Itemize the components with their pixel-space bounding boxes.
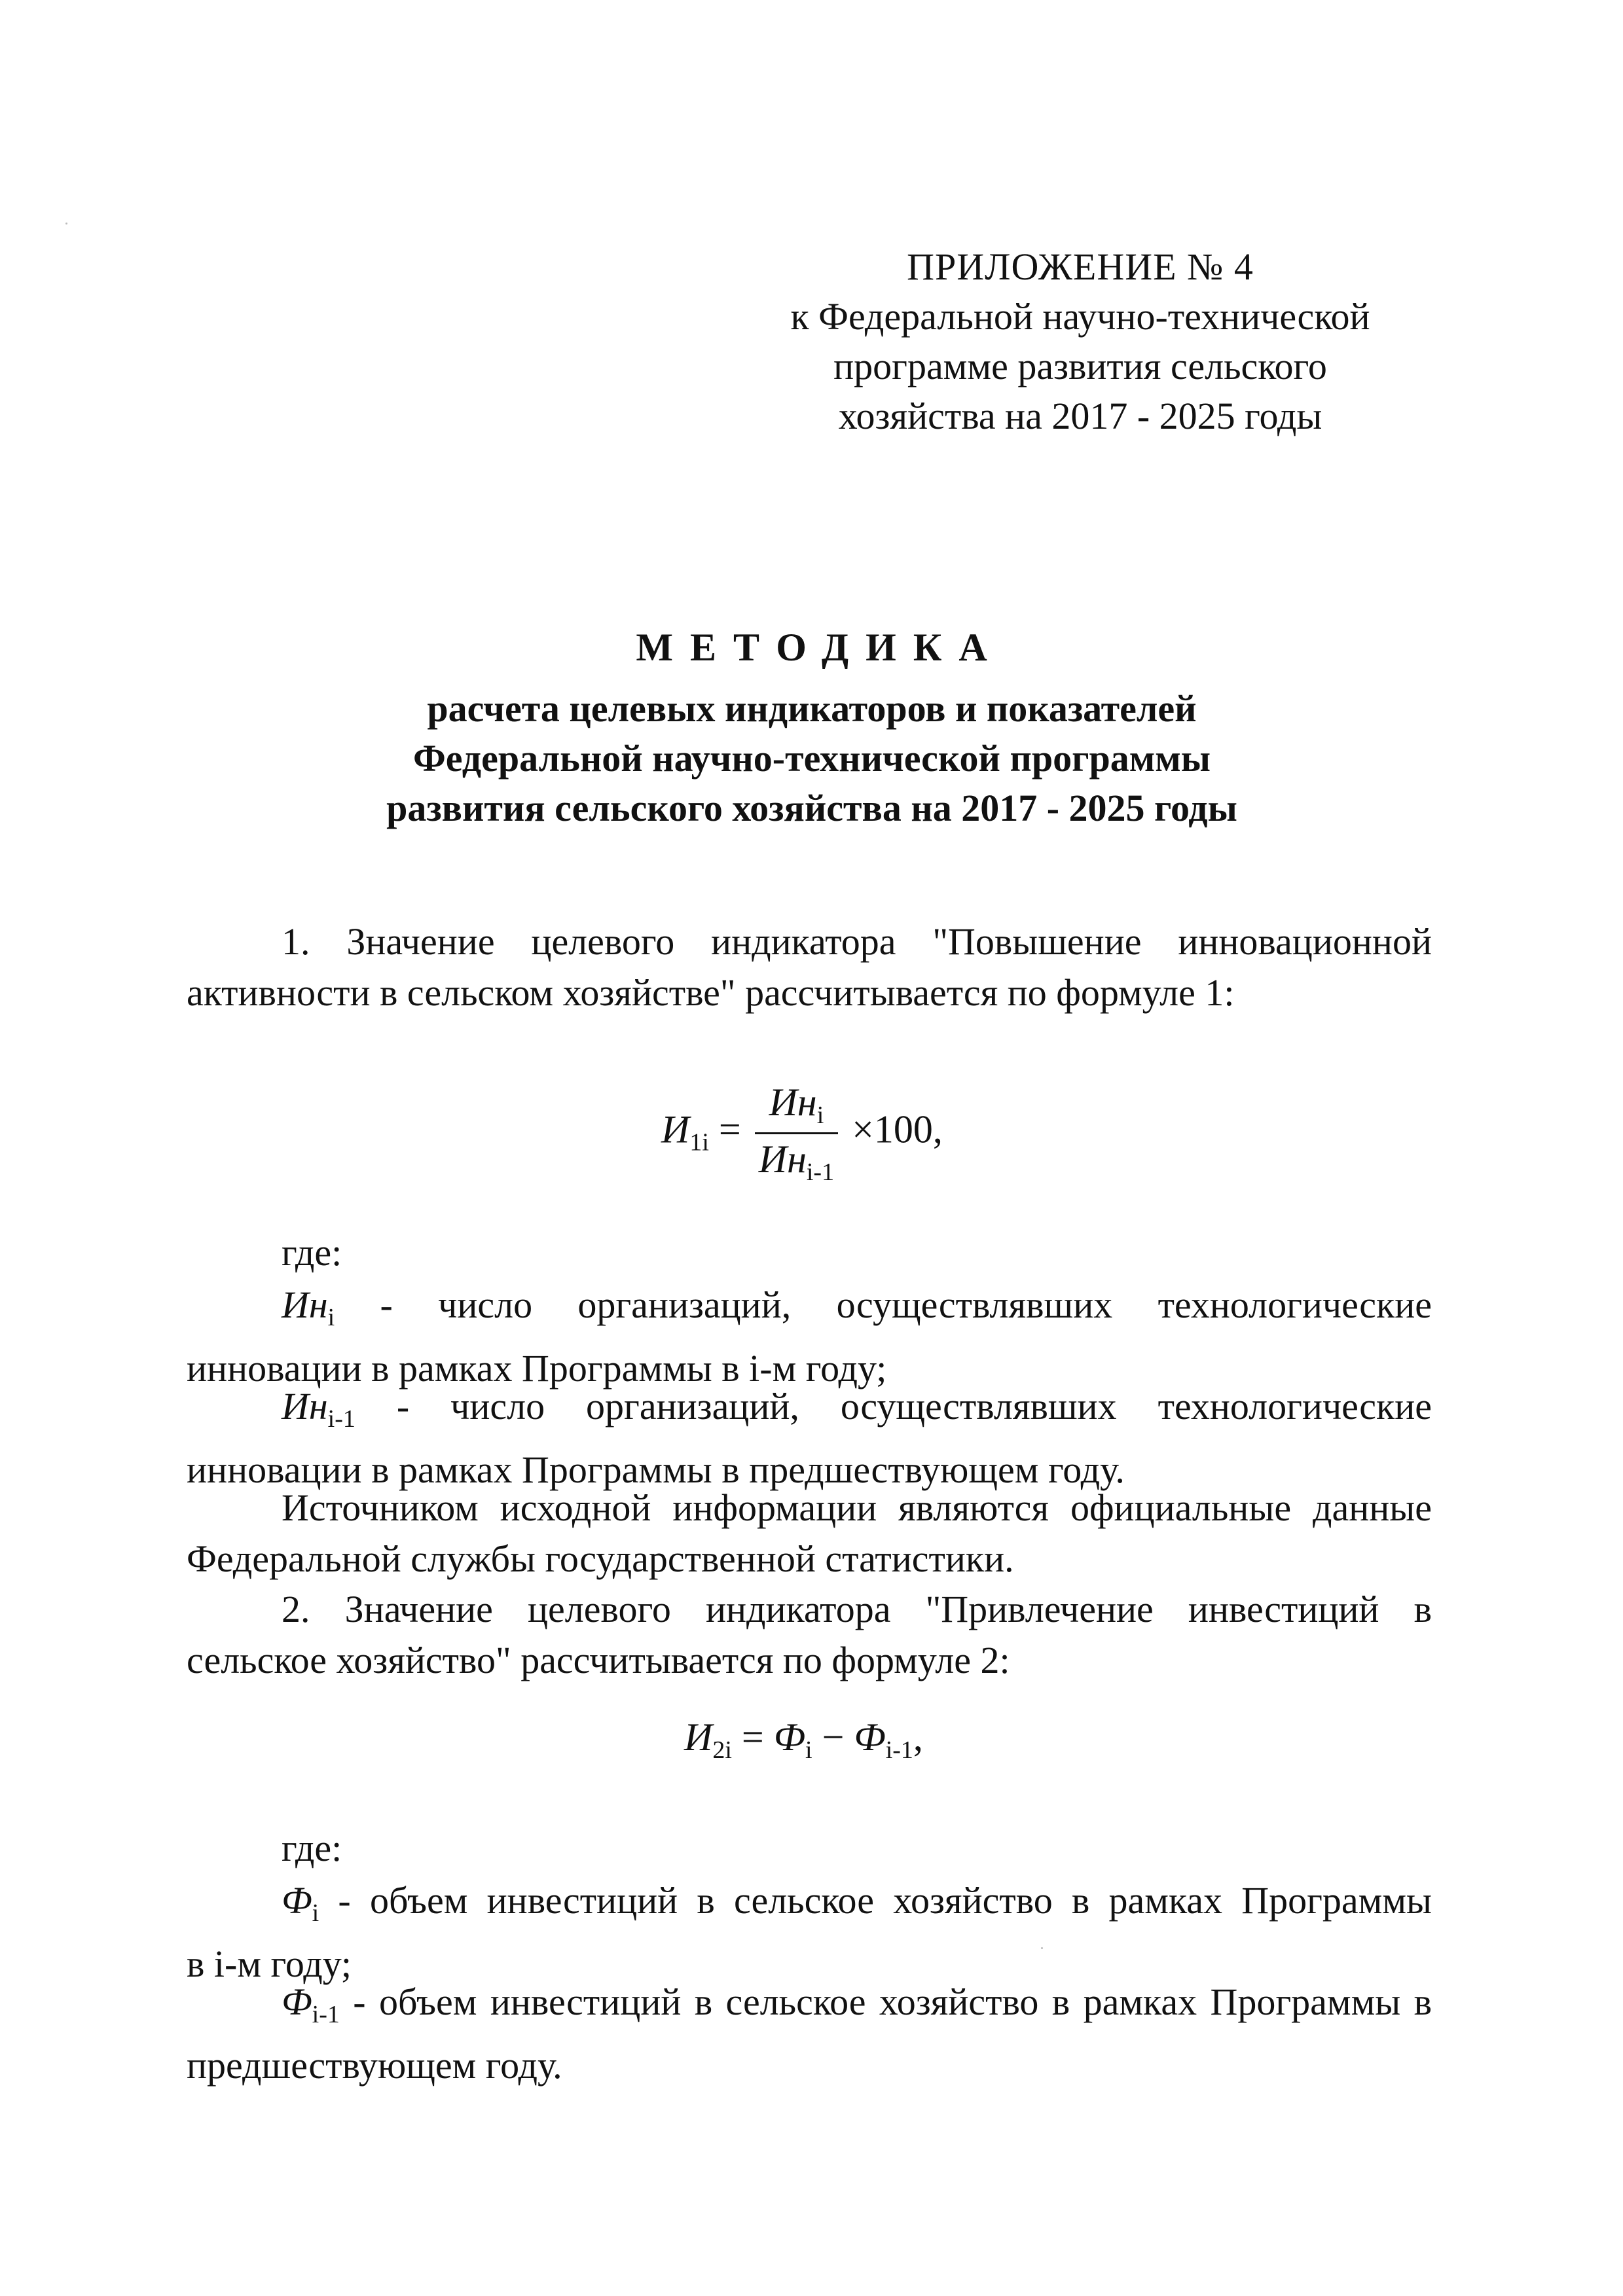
formula-1-tail: ×100, xyxy=(852,1107,943,1151)
section1-intro-line-1: 1. Значение целевого индикатора "Повышение инновационной xyxy=(282,920,1432,963)
subtitle-line-1: расчета целевых индикаторов и показателей xyxy=(427,687,1197,730)
section2-def-2-line-2: предшествующем году. xyxy=(187,2044,562,2087)
def-1-sub: i xyxy=(327,1304,335,1331)
formula-1-lhs-sub: 1i xyxy=(689,1128,709,1157)
def-1-symbol: Ин xyxy=(282,1283,328,1326)
def-4-symbol: Ф xyxy=(282,1981,312,2023)
section1-def-2 xyxy=(187,1381,1432,1496)
formula-2-term-1: Ф xyxy=(773,1715,806,1759)
appendix-line-2: к Федеральной научно-технической xyxy=(790,295,1370,338)
document-title: МЕТОДИКА xyxy=(636,626,1004,669)
section1-source-line-2: Федеральной службы государственной статистики. xyxy=(187,1537,1014,1580)
section1-source-line-1: Источником исходной информации являются официальные данные xyxy=(282,1486,1432,1529)
formula-1-lhs: И xyxy=(661,1107,690,1151)
section1-source xyxy=(187,1482,1432,1585)
formula-1 xyxy=(661,1080,943,1187)
section1-def-1-line-1 xyxy=(187,1280,1432,1343)
scan-speck xyxy=(65,223,67,224)
section1-def-1-line-2: инновации в рамках Программы в i-м году; xyxy=(187,1347,887,1390)
formula-1-num-sub: i xyxy=(816,1102,824,1129)
appendix-line-3: программе развития сельского xyxy=(833,345,1327,387)
section1-where: где: xyxy=(282,1231,342,1274)
def-1-text: - число организаций, осуществлявших технологические xyxy=(380,1283,1432,1326)
section1-def-2-line-2: инновации в рамках Программы в предшествующем году. xyxy=(187,1448,1125,1491)
def-3-text: - объем инвестиций в сельское хозяйство в рамках Программы xyxy=(338,1879,1432,1922)
section2-def-2-line-1 xyxy=(187,1977,1432,2040)
section1-intro xyxy=(187,916,1432,1018)
appendix-header xyxy=(786,242,1375,441)
formula-2-minus: − xyxy=(822,1715,845,1759)
section2-where: где: xyxy=(282,1827,342,1869)
formula-2-lhs: И xyxy=(684,1715,713,1759)
formula-2-tail: , xyxy=(913,1715,923,1759)
section1-def-1 xyxy=(187,1280,1432,1394)
section1-intro-line-2: активности в сельском хозяйстве" рассчитывается по формуле 1: xyxy=(187,971,1235,1014)
def-3-symbol: Ф xyxy=(282,1879,312,1922)
scan-speck xyxy=(1041,1947,1043,1949)
formula-2-term-1-sub: i xyxy=(805,1736,812,1764)
section2-intro-line-2: сельское хозяйство" рассчитывается по формуле 2: xyxy=(187,1639,1010,1681)
formula-2-term-2: Ф xyxy=(854,1715,886,1759)
formula-1-denominator xyxy=(755,1134,838,1187)
formula-2 xyxy=(684,1715,923,1765)
formula-2-equals: = xyxy=(741,1715,764,1759)
formula-1-fraction xyxy=(755,1080,838,1187)
section2-def-1-line-2: в i-м году; xyxy=(187,1943,352,1985)
formula-1-den-symbol: Ин xyxy=(758,1138,807,1181)
formula-1-den-sub: i-1 xyxy=(806,1158,835,1186)
section2-def-1-line-1 xyxy=(187,1875,1432,1939)
formula-2-lhs-sub: 2i xyxy=(712,1736,732,1764)
def-2-sub: i-1 xyxy=(327,1405,356,1433)
formula-1-equals: = xyxy=(718,1107,741,1151)
def-4-sub: i-1 xyxy=(312,2001,340,2028)
section2-intro-line-1: 2. Значение целевого индикатора "Привлечение инвестиций в xyxy=(282,1588,1432,1630)
def-2-text: - число организаций, осуществлявших технологические xyxy=(396,1385,1432,1427)
def-4-text: - объем инвестиций в сельское хозяйство в рамках Программы в xyxy=(353,1981,1432,2023)
subtitle-line-3: развития сельского хозяйства на 2017 - 2025 годы xyxy=(386,787,1237,829)
def-2-symbol: Ин xyxy=(282,1385,328,1427)
formula-1-num-symbol: Ин xyxy=(769,1081,817,1124)
appendix-number: ПРИЛОЖЕНИЕ № 4 xyxy=(907,245,1254,288)
section2-def-2 xyxy=(187,1977,1432,2091)
subtitle-line-2: Федеральной научно-технической программы xyxy=(412,737,1211,780)
section1-def-2-line-1 xyxy=(187,1381,1432,1444)
section2-def-1 xyxy=(187,1875,1432,1990)
document-subtitle xyxy=(196,684,1427,833)
appendix-line-4: хозяйства на 2017 - 2025 годы xyxy=(838,395,1322,437)
formula-2-term-2-sub: i-1 xyxy=(885,1736,913,1764)
formula-1-numerator xyxy=(755,1080,838,1134)
def-3-sub: i xyxy=(312,1899,319,1927)
section2-intro xyxy=(187,1584,1432,1686)
